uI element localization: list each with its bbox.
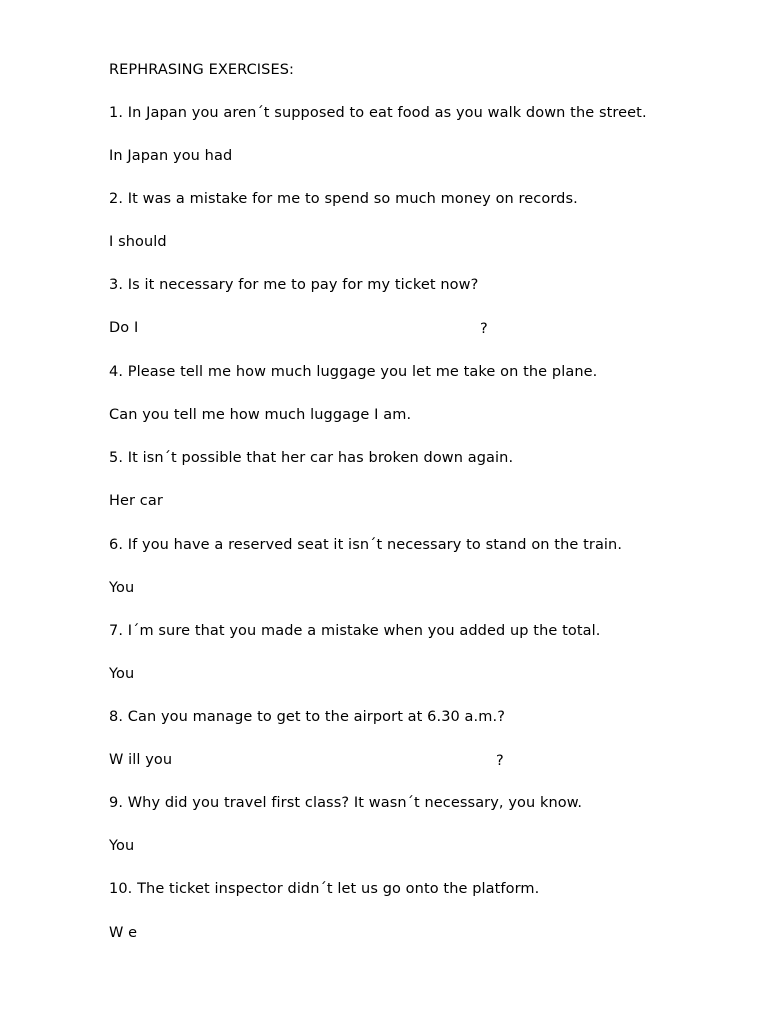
exercise-5-question: 5. It isn´t possible that her car has broken down again. bbox=[109, 450, 514, 466]
exercise-8-answer-start: W ill you bbox=[109, 752, 173, 768]
exercise-6-question: 6. If you have a reserved seat it isn´t necessary to stand on the train. bbox=[109, 537, 623, 553]
exercise-10-question: 10. The ticket inspector didn´t let us go onto the platform. bbox=[109, 881, 540, 897]
exercise-3-answer-end: ? bbox=[480, 321, 488, 337]
exercise-1-question: 1. In Japan you aren´t supposed to eat food as you walk down the street. bbox=[109, 105, 647, 121]
exercise-2-answer-start: I should bbox=[109, 234, 167, 250]
exercise-9-question: 9. Why did you travel first class? It wasn´t necessary, you know. bbox=[109, 795, 583, 811]
exercise-2-question: 2. It was a mistake for me to spend so much money on records. bbox=[109, 191, 578, 207]
exercise-7-answer-start: You bbox=[109, 666, 135, 682]
exercise-6-answer-start: You bbox=[109, 580, 135, 596]
exercise-8-question: 8. Can you manage to get to the airport at 6.30 a.m.? bbox=[109, 709, 505, 725]
exercise-8-answer-end: ? bbox=[496, 753, 504, 769]
worksheet-heading: REPHRASING EXERCISES: bbox=[109, 62, 295, 78]
exercise-10-answer-start: W e bbox=[109, 925, 138, 941]
exercise-7-question: 7. I´m sure that you made a mistake when you added up the total. bbox=[109, 623, 601, 639]
exercise-9-answer-start: You bbox=[109, 838, 135, 854]
exercise-4-answer-start: Can you tell me how much luggage I am. bbox=[109, 407, 412, 423]
exercise-4-question: 4. Please tell me how much luggage you let me take on the plane. bbox=[109, 364, 598, 380]
exercise-5-answer-start: Her car bbox=[109, 493, 163, 509]
exercise-3-question: 3. Is it necessary for me to pay for my ticket now? bbox=[109, 277, 479, 293]
exercise-1-answer-start: In Japan you had bbox=[109, 148, 233, 164]
exercise-3-answer-start: Do I bbox=[109, 320, 139, 336]
